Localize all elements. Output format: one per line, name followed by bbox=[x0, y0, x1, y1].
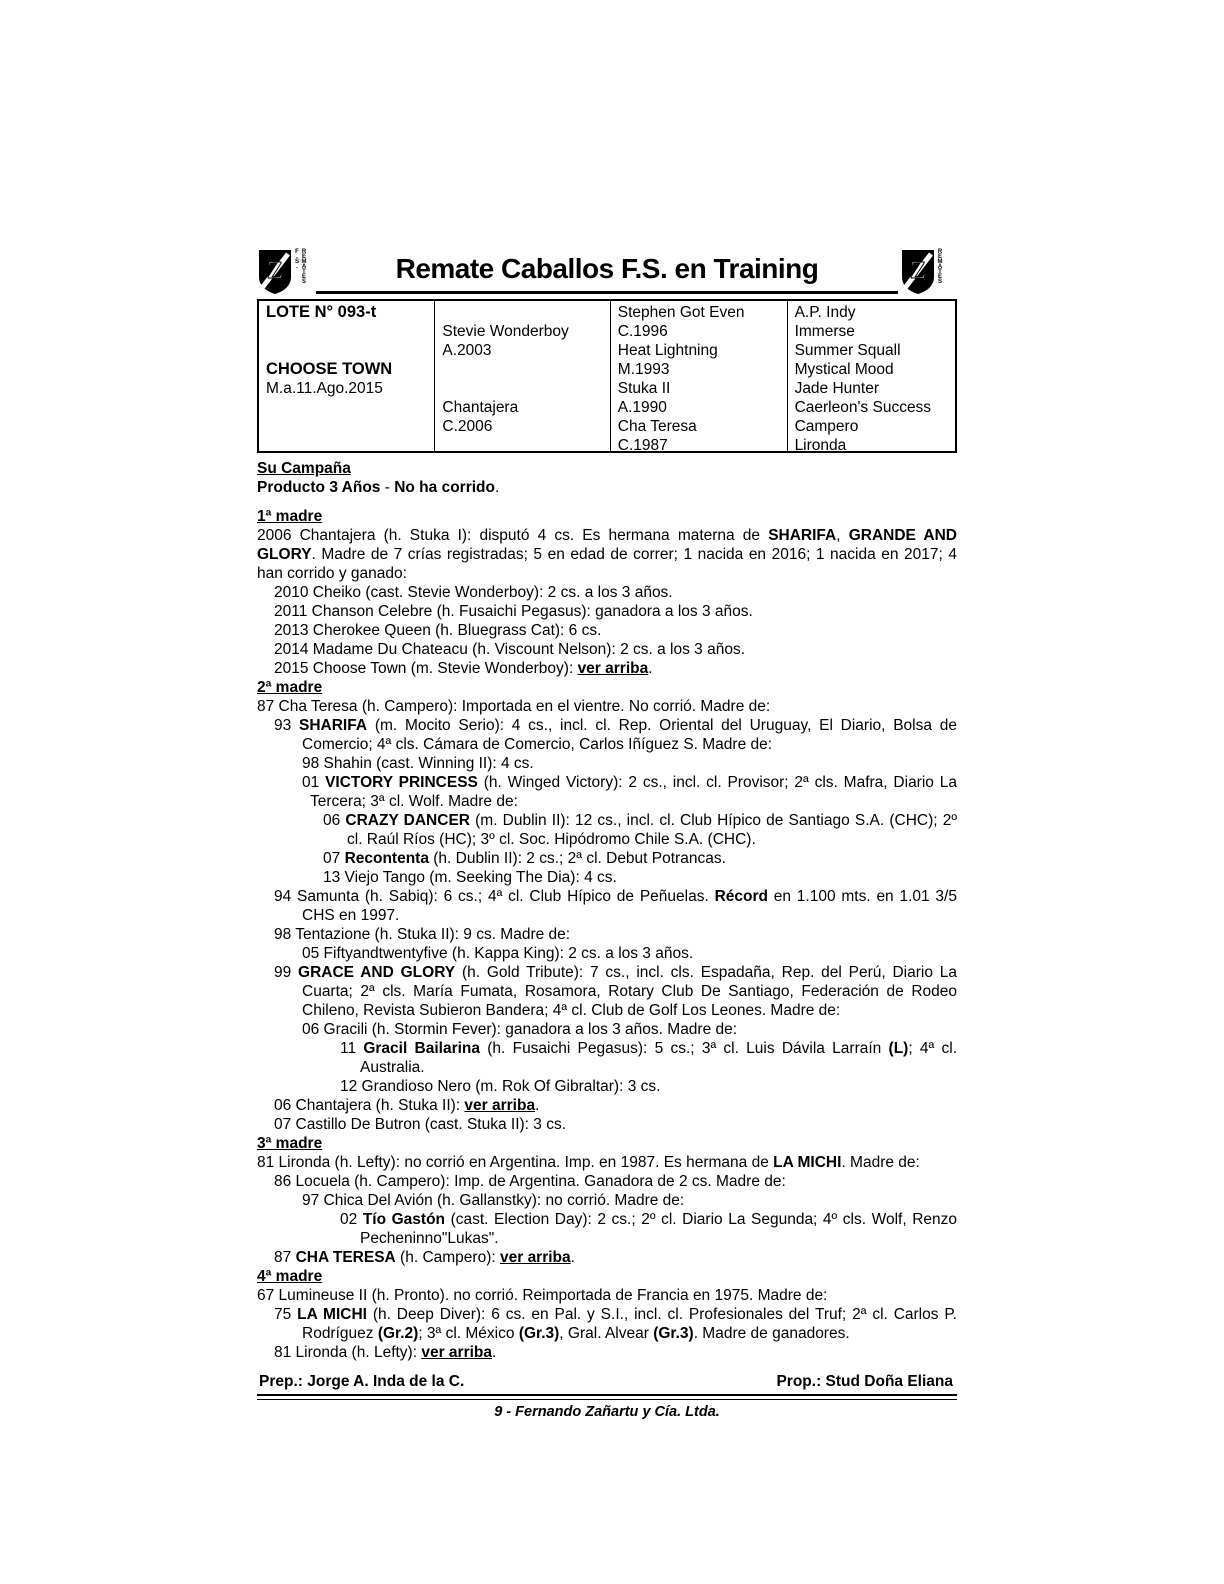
entry-text: 75 bbox=[274, 1306, 298, 1323]
entry-text: 06 Gracili (h. Stormin Fever): ganadora a los 3 años. Madre de: bbox=[302, 1021, 738, 1038]
entry-text: 06 Chantajera (h. Stuka II): bbox=[274, 1097, 465, 1114]
greatgrandparent-name: Summer Squall bbox=[794, 342, 901, 359]
pedigree-entry bbox=[257, 602, 957, 621]
entry-text: SHARIFA bbox=[299, 717, 368, 734]
entry-text: 98 Shahin (cast. Winning II): 4 cs. bbox=[302, 755, 534, 772]
pedigree-col-parents bbox=[434, 301, 610, 451]
svg-text:Z: Z bbox=[266, 258, 284, 284]
pedigree-entry bbox=[257, 1096, 957, 1115]
entry-text: No ha corrido bbox=[394, 479, 495, 496]
entry-text: ver arriba bbox=[464, 1097, 536, 1114]
pedigree-entry bbox=[257, 640, 957, 659]
entry-text: (h. Deep Diver): 6 cs. en Pal. y S.I., incl. cl. Profesionales del Truf; 2ª cl. Carlos P. Rodríguez bbox=[302, 1306, 957, 1342]
entry-text: , Gral. Alvear bbox=[559, 1325, 654, 1342]
entry-text: (m. Mocito Serio): 4 cs., incl. cl. Rep. Oriental del Uruguay, El Diario, Bolsa de Comercio; 4ª cls. Cámara de Comercio, Carlos Iñíguez S. Madre de: bbox=[302, 717, 957, 753]
greatgrandparent-name: Campero bbox=[794, 418, 859, 435]
greatgrandparent-name: Lironda bbox=[794, 437, 847, 454]
pedigree-entry bbox=[257, 1020, 957, 1039]
pedigree-entry bbox=[257, 963, 957, 1020]
greatgrandparent-name: Caerleon's Success bbox=[794, 399, 932, 416]
entry-text: 07 Castillo De Butron (cast. Stuka II): 3 cs. bbox=[274, 1116, 567, 1133]
entry-text: ; 3ª cl. México bbox=[418, 1325, 519, 1342]
entry-text: 97 Chica Del Avión (h. Gallanstky): no corrió. Madre de: bbox=[302, 1192, 685, 1209]
shield-z-icon bbox=[900, 249, 936, 295]
greatgrandparent-name: Immerse bbox=[794, 323, 855, 340]
horse-birth: M.a.11.Ago.2015 bbox=[266, 380, 383, 397]
pedigree-entry bbox=[257, 526, 957, 583]
pedigree-col-grandparents bbox=[610, 301, 788, 454]
entry-text: CHA TERESA bbox=[295, 1249, 396, 1266]
entry-text: 67 Lumineuse II (h. Pronto). no corrió. Reimportada de Francia en 1975. Madre de: bbox=[257, 1287, 828, 1304]
entry-text: 87 bbox=[274, 1249, 296, 1266]
pedigree-entry bbox=[257, 868, 957, 887]
pedigree-entry bbox=[257, 754, 957, 773]
pedigree-col-subject bbox=[259, 301, 434, 451]
entry-text: . bbox=[570, 1249, 575, 1266]
pedigree-entry bbox=[257, 1191, 957, 1210]
pedigree-section bbox=[257, 507, 957, 678]
dam-year: C.2006 bbox=[442, 418, 493, 435]
entry-text: 11 bbox=[340, 1040, 364, 1057]
entry-text: (m. Dublin II): 12 cs., incl. cl. Club Hípico de Santiago S.A. (CHC); 2º cl. Raúl Ríos (HC); 3º cl. Soc. Hipódromo Chile S.A. (CHC). bbox=[347, 812, 957, 848]
pedigree-entry bbox=[257, 716, 957, 754]
page-title: Remate Caballos F.S. en Training bbox=[395, 253, 819, 284]
entry-text: . bbox=[535, 1097, 540, 1114]
entry-text: . bbox=[648, 660, 653, 677]
entry-text: ver arriba bbox=[421, 1344, 493, 1361]
remates-logo-right bbox=[900, 249, 957, 295]
logo-vertical-text-right: REMATES bbox=[937, 249, 943, 284]
proprietor-name: Prop.: Stud Doña Eliana bbox=[776, 1373, 953, 1390]
entry-text: GRACE AND GLORY bbox=[298, 964, 456, 981]
entry-text: 2011 Chanson Celebre (h. Fusaichi Pegasus): ganadora a los 3 años. bbox=[274, 603, 753, 620]
greatgrandparent-name: Mystical Mood bbox=[794, 361, 894, 378]
pedigree-entry bbox=[257, 478, 957, 497]
entry-text: . Madre de: bbox=[841, 1154, 920, 1171]
section-heading: 3ª madre bbox=[257, 1135, 323, 1152]
entry-text: (h. Dublin II): 2 cs.; 2ª cl. Debut Potrancas. bbox=[428, 850, 726, 867]
section-heading: 1ª madre bbox=[257, 508, 323, 525]
grandparent-year: C.1987 bbox=[617, 437, 668, 454]
entry-text: (h. Fusaichi Pegasus): 5 cs.; 3ª cl. Luis Dávila Larraín bbox=[480, 1040, 889, 1057]
entry-text: Recontenta bbox=[344, 850, 429, 867]
pedigree-entry bbox=[257, 887, 957, 925]
entry-text: SHARIFA bbox=[768, 527, 837, 544]
entry-text: 07 bbox=[323, 850, 345, 867]
pedigree-entry bbox=[257, 1210, 957, 1248]
entry-text: ; 4ª cl. Australia. bbox=[360, 1040, 958, 1076]
greatgrandparent-name: A.P. Indy bbox=[794, 304, 856, 321]
entry-text: LA MICHI bbox=[773, 1154, 842, 1171]
entry-text: ver arriba bbox=[499, 1249, 571, 1266]
pedigree-entry bbox=[257, 1153, 957, 1172]
entry-text: LA MICHI bbox=[297, 1306, 367, 1323]
entry-text: (L) bbox=[888, 1040, 909, 1057]
entry-text: 94 Samunta (h. Sabiq): 6 cs.; 4ª cl. Club Hípico de Peñuelas. bbox=[274, 888, 715, 905]
greatgrandparent-name: Jade Hunter bbox=[794, 380, 880, 397]
pedigree-section bbox=[257, 1134, 957, 1267]
entry-text: (Gr.2) bbox=[377, 1325, 419, 1342]
entry-text: (Gr.3) bbox=[518, 1325, 560, 1342]
entry-text: , bbox=[836, 527, 849, 544]
preparer-name: Prep.: Jorge A. Inda de la C. bbox=[259, 1373, 465, 1390]
grandparent-year: A.1990 bbox=[617, 399, 667, 416]
pedigree-entry bbox=[257, 1248, 957, 1267]
entry-text: 13 Viejo Tango (m. Seeking The Dia): 4 cs. bbox=[323, 869, 617, 886]
entry-text: . Madre de 7 crías registradas; 5 en edad de correr; 1 nacida en 2016; 1 nacida en 2017; 4 han corrido y ganado: bbox=[257, 546, 957, 582]
dam-name: Chantajera bbox=[442, 399, 519, 416]
section-heading: 4ª madre bbox=[257, 1268, 323, 1285]
horse-name: CHOOSE TOWN bbox=[266, 360, 393, 378]
entry-text: 2013 Cherokee Queen (h. Bluegrass Cat): 6 cs. bbox=[274, 622, 602, 639]
entry-text: VICTORY PRINCESS bbox=[325, 774, 478, 791]
entry-text: Gracil Bailarina bbox=[363, 1040, 481, 1057]
sire-name: Stevie Wonderboy bbox=[442, 323, 569, 340]
entry-text: 06 bbox=[323, 812, 346, 829]
entry-text: Récord bbox=[714, 888, 768, 905]
entry-text: (h. Winged Victory): 2 cs., incl. cl. Provisor; 2ª cls. Mafra, Diario La Tercera; 3ª cl. Wolf. Madre de: bbox=[310, 774, 957, 810]
pedigree-section bbox=[257, 459, 957, 497]
pedigree-entry bbox=[257, 659, 957, 678]
grandparent-name: Stuka II bbox=[617, 380, 671, 397]
sire-year: A.2003 bbox=[442, 342, 492, 359]
pedigree-entry bbox=[257, 849, 957, 868]
entry-text: 87 Cha Teresa (h. Campero): Importada en el vientre. No corrió. Madre de: bbox=[257, 698, 771, 715]
pedigree-entry bbox=[257, 697, 957, 716]
pedigree-section bbox=[257, 678, 957, 1134]
entry-text: GRANDE AND GLORY bbox=[257, 527, 957, 563]
entry-text: Producto 3 Años bbox=[257, 479, 381, 496]
entry-text: ver arriba bbox=[577, 660, 649, 677]
pedigree-entry bbox=[257, 944, 957, 963]
entry-text: 01 bbox=[302, 774, 326, 791]
page-content bbox=[257, 249, 957, 1421]
entry-text: . Madre de ganadores. bbox=[693, 1325, 850, 1342]
header-title-rule bbox=[316, 249, 898, 294]
pedigree-entry bbox=[257, 811, 957, 849]
pedigree-col-greatgrandparents bbox=[787, 301, 956, 454]
pedigree-entry bbox=[257, 1286, 957, 1305]
entry-text: 98 Tentazione (h. Stuka II): 9 cs. Madre de: bbox=[274, 926, 571, 943]
pedigree-entry bbox=[257, 925, 957, 944]
entry-text: 81 Lironda (h. Lefty): bbox=[274, 1344, 422, 1361]
lot-number: LOTE N° 093-t bbox=[266, 303, 377, 321]
page-footer-line: 9 - Fernando Zañartu y Cía. Ltda. bbox=[494, 1404, 720, 1420]
pedigree-entry bbox=[257, 1172, 957, 1191]
entry-text: 99 bbox=[274, 964, 299, 981]
page-header bbox=[257, 249, 957, 295]
footer-rule bbox=[257, 1394, 957, 1400]
grandparent-year: C.1996 bbox=[617, 323, 668, 340]
entry-text: 81 Lironda (h. Lefty): no corrió en Argentina. Imp. en 1987. Es hermana de bbox=[257, 1154, 774, 1171]
grandparent-name: Stephen Got Even bbox=[617, 304, 745, 321]
entry-text: (h. Campero): bbox=[395, 1249, 500, 1266]
logo-vertical-text-left: REMATES F.S. bbox=[294, 249, 307, 284]
entry-text: - bbox=[380, 479, 395, 496]
entry-text: 2010 Cheiko (cast. Stevie Wonderboy): 2 cs. a los 3 años. bbox=[274, 584, 673, 601]
pedigree-sections bbox=[257, 459, 957, 1362]
entry-text: CRAZY DANCER bbox=[345, 812, 470, 829]
pedigree-entry bbox=[257, 773, 957, 811]
pedigree-entry bbox=[257, 583, 957, 602]
entry-text: (Gr.3) bbox=[653, 1325, 694, 1342]
entry-text: . bbox=[494, 479, 500, 496]
pedigree-entry bbox=[257, 1343, 957, 1362]
entry-text: Tío Gastón bbox=[362, 1211, 446, 1228]
entry-text: 02 bbox=[340, 1211, 363, 1228]
entry-text: (h. Gold Tribute): 7 cs., incl. cls. Espadaña, Rep. del Perú, Diario La Cuarta; 2ª cls. María Fumata, Rosamora, Rotary Club De Santiago, Federación de Rodeo Chileno, Revista Subieron Bandera; 4ª cl. Club de Golf Los Leones. Madre de: bbox=[302, 964, 957, 1019]
pedigree-entry bbox=[257, 621, 957, 640]
section-heading: 2ª madre bbox=[257, 679, 323, 696]
entry-text: 12 Grandioso Nero (m. Rok Of Gibraltar): 3 cs. bbox=[340, 1078, 661, 1095]
pedigree-entry bbox=[257, 1115, 957, 1134]
pedigree-table bbox=[257, 299, 957, 453]
pedigree-entry bbox=[257, 1077, 957, 1096]
shield-z-icon bbox=[257, 249, 293, 295]
entry-text: en 1.100 mts. en 1.01 3/5 CHS en 1997. bbox=[302, 888, 957, 924]
entry-text: 2014 Madame Du Chateacu (h. Viscount Nelson): 2 cs. a los 3 años. bbox=[274, 641, 746, 658]
section-heading: Su Campaña bbox=[257, 460, 351, 477]
grandparent-year: M.1993 bbox=[617, 361, 670, 378]
entry-text: 93 bbox=[274, 717, 300, 734]
entry-text: 86 Locuela (h. Campero): Imp. de Argentina. Ganadora de 2 cs. Madre de: bbox=[274, 1173, 786, 1190]
grandparent-name: Cha Teresa bbox=[617, 418, 697, 435]
grandparent-name: Heat Lightning bbox=[617, 342, 718, 359]
entry-text: . bbox=[492, 1344, 497, 1361]
pedigree-entry bbox=[257, 1039, 957, 1077]
svg-text:Z: Z bbox=[909, 258, 927, 284]
remates-logo-left bbox=[257, 249, 314, 295]
entry-text: 2006 Chantajera (h. Stuka I): disputó 4 cs. Es hermana materna de bbox=[257, 527, 769, 544]
pedigree-section bbox=[257, 1267, 957, 1362]
entry-text: 05 Fiftyandtwentyfive (h. Kappa King): 2 cs. a los 3 años. bbox=[302, 945, 694, 962]
entry-text: 2015 Choose Town (m. Stevie Wonderboy): bbox=[274, 660, 578, 677]
prep-prop-row bbox=[257, 1372, 957, 1391]
pedigree-entry bbox=[257, 1305, 957, 1343]
entry-text: (cast. Election Day): 2 cs.; 2º cl. Diario La Segunda; 4º cls. Wolf, Renzo Pecheninno"Lukas". bbox=[360, 1211, 957, 1247]
